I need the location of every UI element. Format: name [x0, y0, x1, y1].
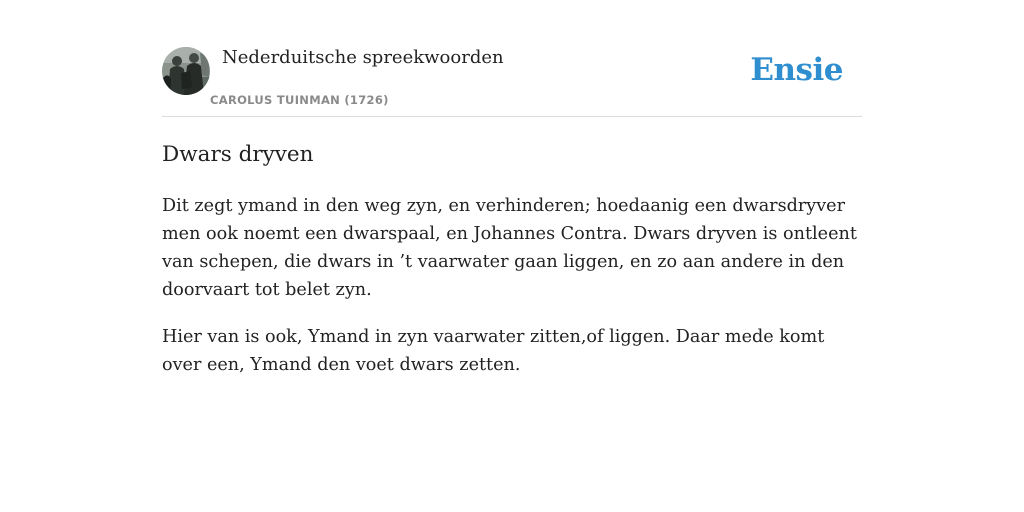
statue-image — [162, 47, 210, 95]
ensie-logo[interactable]: Ensie — [750, 52, 843, 88]
article-paragraph: Hier van is ook, Ymand in zyn vaarwater zitten,of liggen. Daar mede komt over een, Ymand den voet dwars zetten. — [162, 327, 825, 375]
article-title: Dwars dryven — [162, 142, 314, 167]
source-header — [162, 46, 862, 117]
article-body — [162, 192, 862, 398]
source-author: CAROLUS TUINMAN (1726) — [210, 93, 389, 107]
article-paragraph: Dit zegt ymand in den weg zyn, en verhinderen; hoedaanig een dwarsdryver men ook noemt een dwarspaal, en Johannes Contra. Dwars dryven is ontleent van schepen, die dwars in ’t vaarwater gaan liggen, en zo aan andere in den doorvaart tot belet zyn. — [162, 196, 857, 300]
source-avatar[interactable] — [162, 47, 210, 95]
source-title-link[interactable]: Nederduitsche spreekwoorden — [222, 47, 504, 68]
